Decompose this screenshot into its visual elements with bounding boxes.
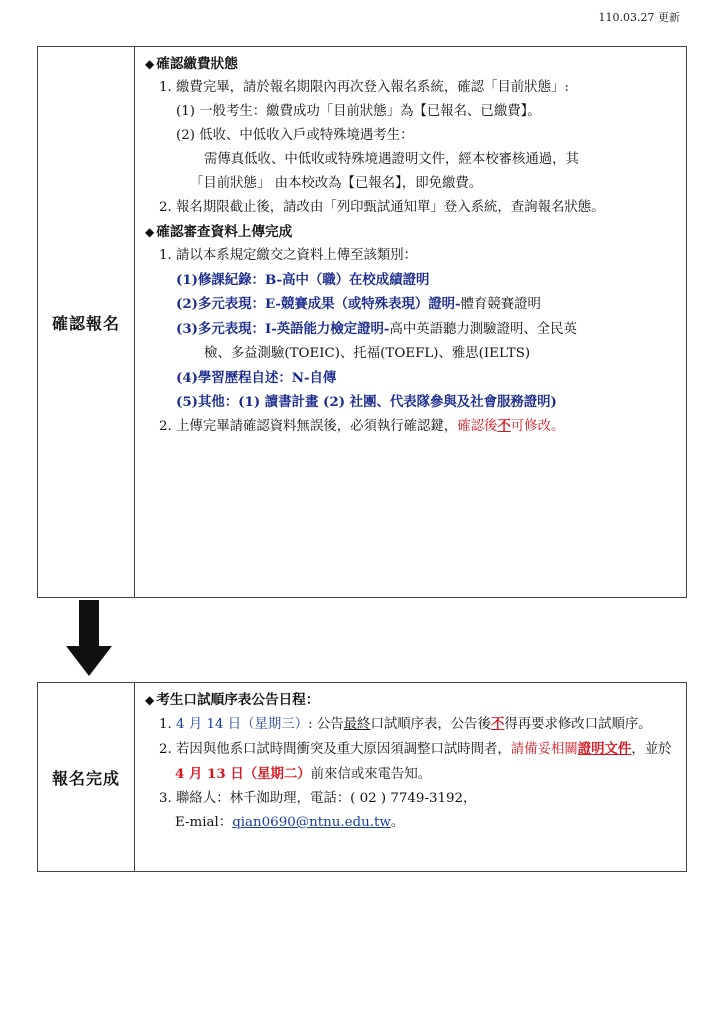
list-item: 2. 上傳完畢請確認資料無誤後，必須執行確認鍵，確認後不可修改。 <box>159 418 565 434</box>
upload-category: (5)其他：(1) 讀書計畫 (2) 社團、代表隊參與及社會服務證明) <box>176 394 557 410</box>
diamond-bullet-icon: ◆ <box>145 225 155 239</box>
registration-complete-table <box>37 682 687 872</box>
list-item: (2) 低收、中低收入戶或特殊境遇考生： <box>176 128 414 143</box>
upload-category: (1)修課紀錄：B-高中（職）在校成績證明 <box>176 272 430 288</box>
upload-category: (3)多元表現：I-英語能力檢定證明-高中英語聽力測驗證明、全民英 <box>176 321 577 337</box>
interview-schedule-heading: ◆ 考生口試順序表公告日程： <box>145 692 320 708</box>
confirm-registration-table <box>37 46 687 598</box>
list-item: (1) 一般考生：繳費成功「目前狀態」為【已報名、已繳費】。 <box>176 104 541 119</box>
down-arrow-icon <box>66 600 112 676</box>
contact-email-line: E-mial：qian0690@ntnu.edu.tw。 <box>175 815 405 830</box>
payment-status-heading: ◆ 確認繳費狀態 <box>145 56 238 72</box>
upload-category: (4)學習歷程自述：N-自傳 <box>176 370 337 386</box>
upload-category-continued: 檢、多益測驗(TOEIC)、托福(TOEFL)、雅思(IELTS) <box>204 346 531 361</box>
upload-heading: ◆ 確認審查資料上傳完成 <box>145 224 293 240</box>
list-item: 1. 請以本系規定繳交之資料上傳至該類別： <box>159 248 418 263</box>
email-link[interactable]: qian0690@ntnu.edu.tw <box>232 815 391 830</box>
list-item: 1. 4 月 14 日（星期三）: 公告最終口試順序表，公告後不得再要求修改口試順序。 <box>159 716 652 732</box>
list-item: 1. 繳費完畢，請於報名期限內再次登入報名系統，確認「目前狀態」: <box>159 80 569 95</box>
list-item: 需傳真低收、中低收或特殊境遇證明文件，經本校審核通過，其 <box>204 152 579 167</box>
diamond-bullet-icon: ◆ <box>145 57 155 71</box>
list-item: 2. 報名期限截止後，請改由「列印甄試通知單」登入系統，查詢報名狀態。 <box>159 200 605 215</box>
section-content <box>135 47 686 597</box>
list-item: 「目前狀態」 由本校改為【已報名】，即免繳費。 <box>190 176 483 191</box>
section-label: 報名完成 <box>38 683 135 871</box>
upload-category: (2)多元表現：E-競賽成果（或特殊表現）證明-體育競賽證明 <box>176 296 541 312</box>
diamond-bullet-icon: ◆ <box>145 693 155 707</box>
list-item: 3. 聯絡人：林千洳助理，電話：( 02 ) 7749-3192， <box>159 791 477 806</box>
section-label: 確認報名 <box>38 47 135 597</box>
section-content <box>135 683 686 871</box>
update-date: 110.03.27 更新 <box>598 11 680 24</box>
list-item: 2. 若因與他系口試時間衝突及重大原因須調整口試時間者，請備妥相關證明文件，並於 4 月 13 日（星期二）前來信或來電告知。 <box>159 741 672 782</box>
